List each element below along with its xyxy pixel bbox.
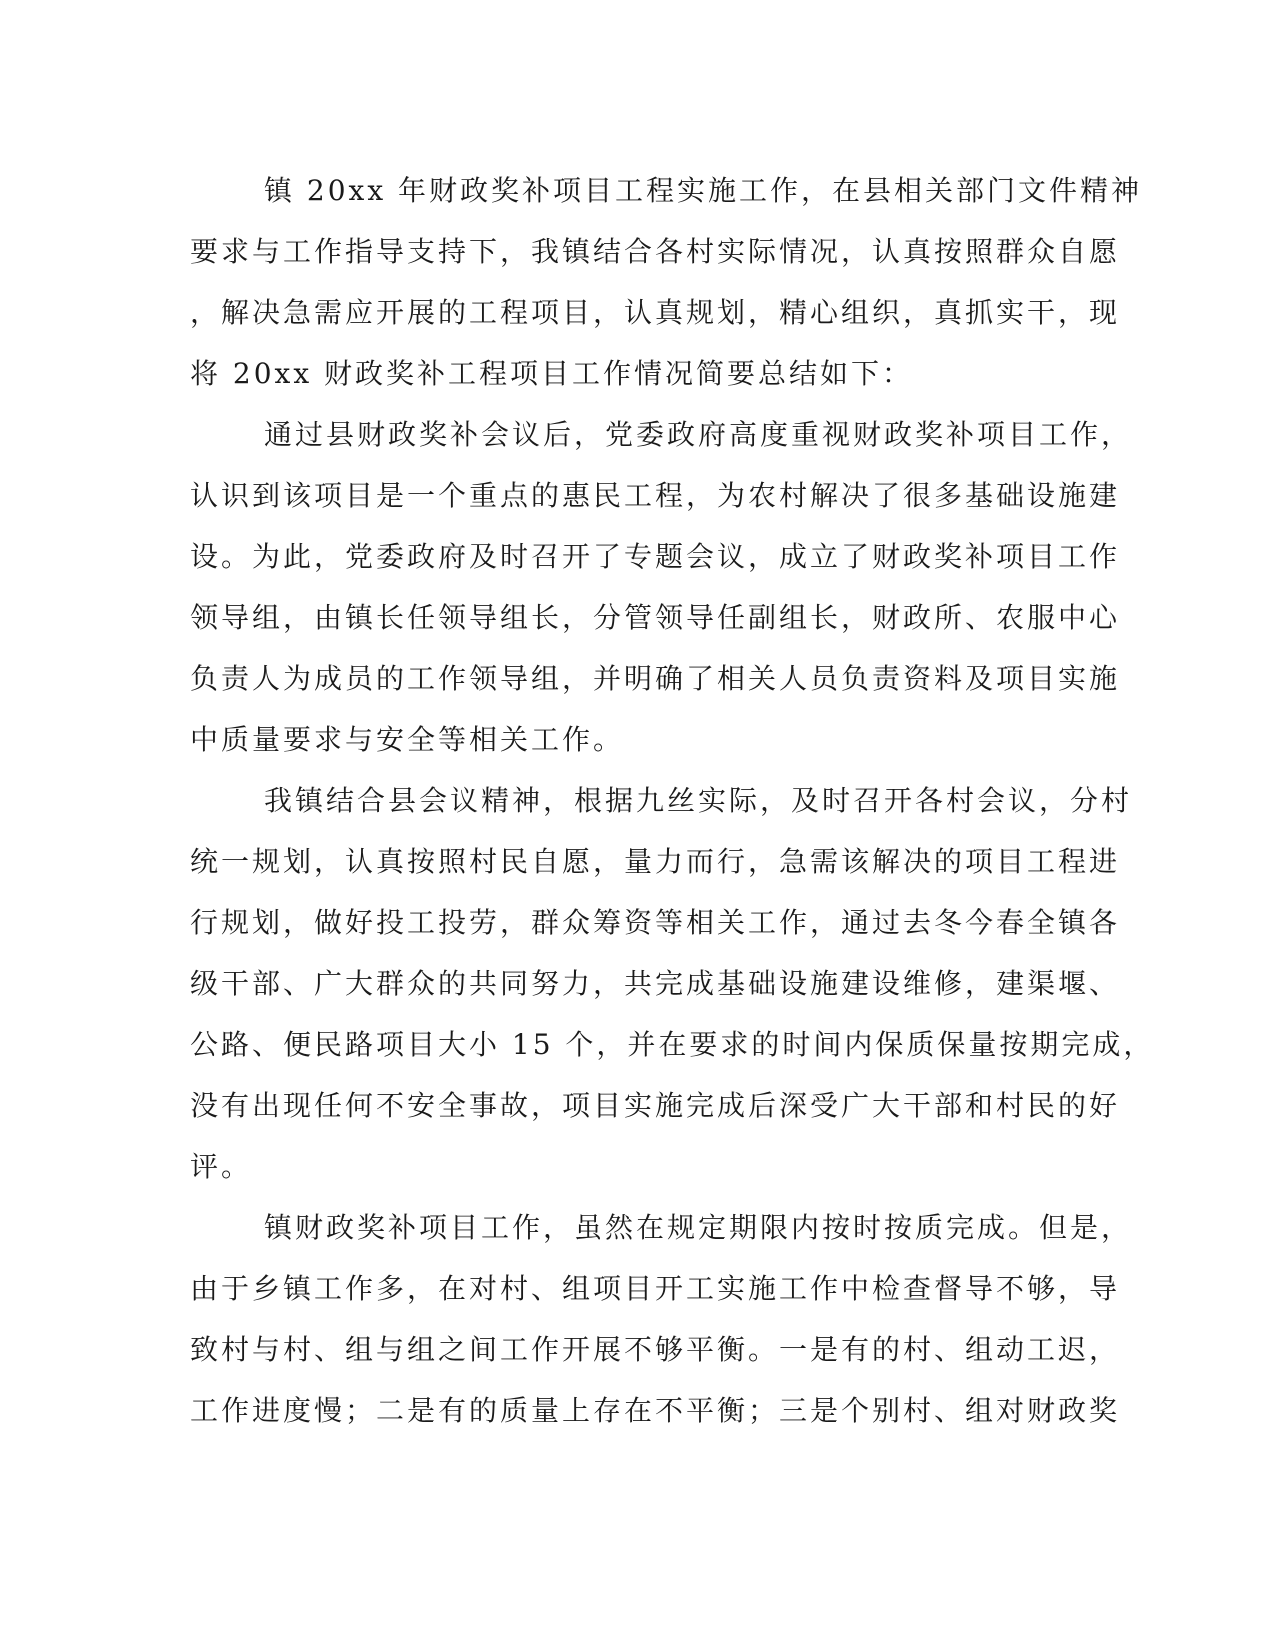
text-line: 负责人为成员的工作领导组，并明确了相关人员负责资料及项目实施 xyxy=(190,662,1121,695)
text-line: 领导组，由镇长任领导组长，分管领导任副组长，财政所、农服中心 xyxy=(190,601,1121,634)
text-line: 镇 20xx 年财政奖补项目工程实施工作，在县相关部门文件精神 xyxy=(264,174,1143,207)
text-line: 由于乡镇工作多，在对村、组项目开工实施工作中检查督导不够，导 xyxy=(190,1272,1121,1305)
text-line: 工作进度慢；二是有的质量上存在不平衡；三是个别村、组对财政奖 xyxy=(190,1394,1121,1427)
text-line: 要求与工作指导支持下，我镇结合各村实际情况，认真按照群众自愿 xyxy=(190,235,1121,268)
text-line: ，解决急需应开展的工程项目，认真规划，精心组织，真抓实干，现 xyxy=(190,296,1121,329)
text-line: 认识到该项目是一个重点的惠民工程，为农村解决了很多基础设施建 xyxy=(190,479,1121,512)
paragraph-2 xyxy=(190,404,1133,770)
paragraph-4 xyxy=(190,1197,1133,1441)
text-line: 将 20xx 财政奖补工程项目工作情况简要总结如下： xyxy=(190,357,914,390)
paragraph-1 xyxy=(190,160,1143,404)
text-line: 中质量要求与安全等相关工作。 xyxy=(190,723,625,756)
text-line: 公路、便民路项目大小 15 个，并在要求的时间内保质保量按期完成， xyxy=(190,1028,1155,1061)
document-body xyxy=(190,160,1155,1441)
text-line: 行规划，做好投工投劳，群众筹资等相关工作，通过去冬今春全镇各 xyxy=(190,906,1121,939)
text-line: 我镇结合县会议精神，根据九丝实际，及时召开各村会议，分村 xyxy=(264,784,1133,817)
text-line: 级干部、广大群众的共同努力，共完成基础设施建设维修，建渠堰、 xyxy=(190,967,1121,1000)
text-line: 没有出现任何不安全事故，项目实施完成后深受广大干部和村民的好 xyxy=(190,1089,1121,1122)
paragraph-3 xyxy=(190,770,1155,1197)
text-line: 通过县财政奖补会议后，党委政府高度重视财政奖补项目工作， xyxy=(264,418,1133,451)
text-line: 统一规划，认真按照村民自愿，量力而行，急需该解决的项目工程进 xyxy=(190,845,1121,878)
text-line: 设。为此，党委政府及时召开了专题会议，成立了财政奖补项目工作 xyxy=(190,540,1121,573)
text-line: 镇财政奖补项目工作，虽然在规定期限内按时按质完成。但是， xyxy=(264,1211,1133,1244)
text-line: 评。 xyxy=(190,1150,253,1183)
text-line: 致村与村、组与组之间工作开展不够平衡。一是有的村、组动工迟， xyxy=(190,1333,1121,1366)
